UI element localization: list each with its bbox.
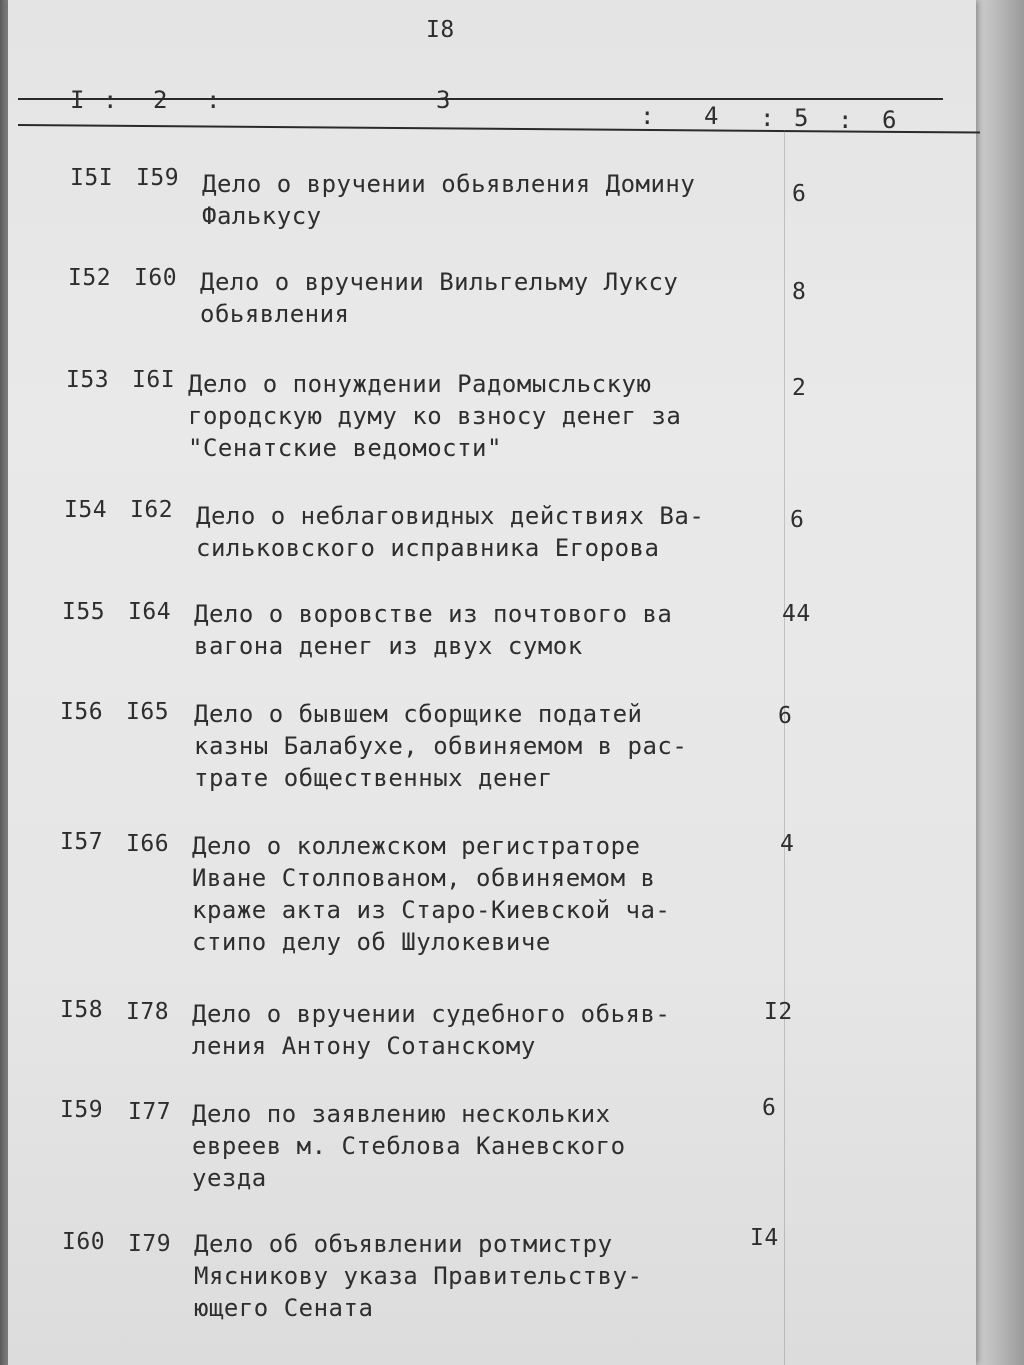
row-number: I59 <box>60 1097 104 1123</box>
row-number: I55 <box>62 599 106 625</box>
header-rule-bottom <box>18 124 980 134</box>
sheet-count: 8 <box>792 279 807 305</box>
row-number: I58 <box>60 997 104 1023</box>
file-title: Дело по заявлению нескольких евреев м. Стеблова Каневского уезда <box>192 1100 626 1192</box>
column-header-3: 3 <box>436 86 451 114</box>
column-separator: : <box>206 86 221 114</box>
sheet-count: 2 <box>792 375 807 401</box>
file-title: Дело о воровстве из почтового ва вагона денег из двух сумок <box>194 600 673 660</box>
file-number: I60 <box>134 265 178 291</box>
column-header-5: 5 <box>794 104 809 132</box>
file-title: Дело о вручении обьявления Домину Фалькусу <box>202 170 696 230</box>
file-number: I59 <box>136 165 180 191</box>
row-number: I53 <box>66 367 110 393</box>
file-number: I79 <box>128 1231 172 1257</box>
file-title: Дело об объявлении ротмистру Мясникову указа Правительству- ющего Сената <box>194 1230 643 1322</box>
sheet-count: 44 <box>782 601 811 627</box>
file-number: I64 <box>128 599 172 625</box>
row-number: I52 <box>68 265 112 291</box>
file-number: I66 <box>126 831 170 857</box>
file-number: I78 <box>126 999 170 1025</box>
file-title: Дело о бывшем сборщике податей казны Балабухе, обвиняемом в рас- трате общественных денег <box>194 700 688 792</box>
page-edge-right <box>975 0 1024 1365</box>
row-number: I54 <box>64 497 108 523</box>
column-divider <box>784 130 785 1365</box>
column-separator: : <box>838 106 853 134</box>
file-number: I65 <box>126 699 170 725</box>
file-title: Дело о вручении судебного обьяв- ления Антону Сотанскому <box>192 1000 671 1060</box>
row-number: I57 <box>60 829 104 855</box>
page-number: I8 <box>426 17 455 43</box>
column-header-4: 4 <box>704 102 719 130</box>
column-header-1: I <box>70 86 85 114</box>
file-number: I62 <box>130 497 174 523</box>
column-header-2: 2 <box>153 86 168 114</box>
row-number: I5I <box>70 165 114 191</box>
sheet-count: I2 <box>764 999 793 1025</box>
column-separator: : <box>103 86 118 114</box>
column-header-6: 6 <box>882 106 897 134</box>
sheet-count: 4 <box>780 831 795 857</box>
sheet-count: 6 <box>790 507 805 533</box>
sheet-count: 6 <box>792 181 807 207</box>
sheet-count: 6 <box>762 1095 777 1121</box>
row-number: I56 <box>60 699 104 725</box>
row-number: I60 <box>62 1229 106 1255</box>
file-title: Дело о понуждении Радомысльскую городскую думу ко взносу денег за "Сенатские ведомости" <box>188 370 682 462</box>
sheet-count: I4 <box>750 1225 779 1251</box>
column-separator: : <box>760 104 775 132</box>
file-number: I6I <box>132 367 176 393</box>
column-separator: : <box>640 102 655 130</box>
file-number: I77 <box>128 1099 172 1125</box>
file-title: Дело о неблаговидных действиях Ва- сильковского исправника Егорова <box>196 502 705 562</box>
file-title: Дело о коллежском регистраторе Иване Столпованом, обвиняемом в краже акта из Старо-Киевской ча- стипо делу об Шулокевиче <box>192 832 671 956</box>
document-page <box>8 0 976 1365</box>
sheet-count: 6 <box>778 703 793 729</box>
file-title: Дело о вручении Вильгельму Луксу обьявления <box>200 268 679 328</box>
